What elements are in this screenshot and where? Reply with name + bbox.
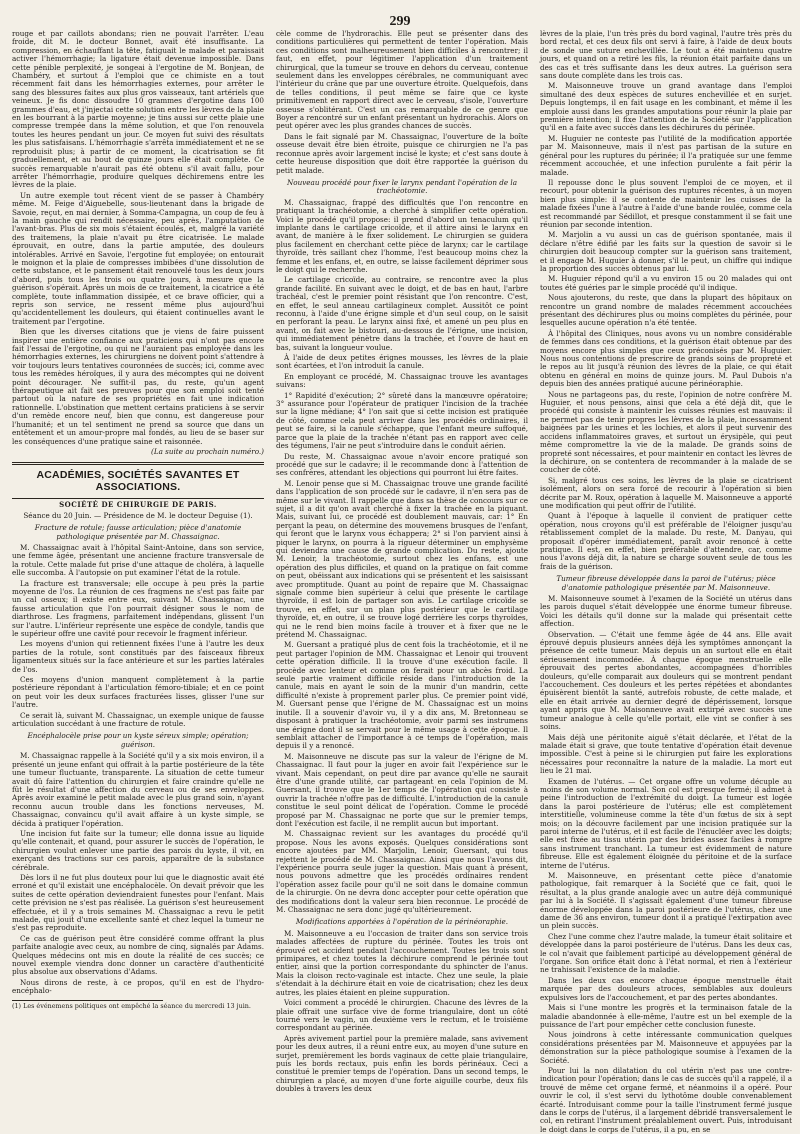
paragraph: M. Huguier ne conteste pas l'utilité de la modification apportée par M. Maisonneuve, mais il n'est pas partisan de la suture en général pour les ruptures du périnée; il l'a pratiquée sur une femme récemment accouchée, et une infection purulente a fait périr la malade. xyxy=(540,133,792,177)
footnote: (1) Les événemens politiques ont empêché la séance du mercredi 13 juin. xyxy=(12,1001,251,1010)
paragraph: Après avivement partiel pour la première malade, sans avivement pour les deux autres, il a réuni entre eux, au moyen d'une suture en surjet, premièrement les bords vaginaux de cette plaie triangulaire, puis les bords rectaux, puis enfin les bords périnéaux. Ceci a constitué le premier temps de l'opération. Dans un second temps, le chirurgien a placé, au moyen d'une forte aiguille courbe, deux fils doubles à travers les deux xyxy=(276,1033,528,1094)
paragraph: Bien que les diverses citations que je viens de faire puissent inspirer une entière confiance aux praticiens qui n'ont pas encore fait l'essai de l'ergotine, ou qui ne l'auraient pas employée dans les hémorrhagies externes, les chirurgiens ne doivent point s'attendre à voir toujours leurs tentatives couronnées de succès; ici, comme avec tous les remèdes héroïques, il y aura des mécomptes qui ne doivent point décourager. Ne suffit-il pas, du reste, qu'un agent thérapeutique ait fait ses preuves pour que son emploi soit tenté partout où la nature de ses propriétés en fait une indication rationnelle. L'obstination que mettent certains praticiens à se servir d'un remède encore neuf, bien que connu, est dangereuse pour l'humanité; et un tel sentiment ne prend sa source que dans un entêtement et un amour-propre mal fondés, au lieu de se baser sur les conséquences d'une pratique saine et raisonnée. xyxy=(12,327,264,446)
paragraph: Observation. — C'était une femme âgée de 44 ans. Elle avait éprouvé depuis plusieurs années déjà les symptômes annonçant la présence de cette tumeur. Mais depuis un an surtout elle en était sérieusement incommodée. À chaque époque menstruelle elle éprouvait des pertes abondantes, accompagnées d'horribles douleurs, qu'elle comparait aux douleurs qui se montrent pendant l'accouchement. Ces douleurs et les pertes répétées et abondantes épuisèrent bientôt la santé, autrefois robuste, de cette malade, et elle en était arrivée au dernier degré de dépérissement, lorsque ayant appris que M. Maisonneuve avait extirpé avec succès une tumeur analogue à celle qu'elle portait, elle vint se confier à ses soins. xyxy=(540,629,792,732)
paragraph: M. Chassaignac rappelle à la Société qu'il y a six mois environ, il a présenté un jeune enfant qui offrait à la partie postérieure de la tête une tumeur fluctuante, transparente. La situation de cette tumeur avait dû faire l'attention du chirurgien et faire craindre qu'elle ne fût le résultat d'une affection du cerveau ou de ses enveloppes. Après avoir examiné le petit malade avec le plus grand soin, n'ayant reconnu aucun trouble dans les fonctions nerveuses, M. Chassaignac, convaincu qu'il avait affaire à un kyste simple, se décida à pratiquer l'opération. xyxy=(12,751,264,828)
paragraph: M. Maisonneuve trouve un grand avantage dans l'emploi simultané des deux espèces de sutures enchevillée et en surjet. Depuis longtemps, il en fait usage en les combinant, et même il les emploie aussi dans les grandes amputations pour réunir la plaie par première intention; il fixe l'attention de la Société sur l'application qu'il en a faite avec succès dans les déchirures du périnée. xyxy=(540,81,792,133)
paragraph: Mais déjà une péritonite aiguë s'était déclarée, et l'état de la malade était si grave, que toute tentative d'opération était devenue impossible. C'est à peine si le chirurgien put faire les explorations nécessaires pour reconnaître la nature de la maladie. La mort eut lieu le 21 mai. xyxy=(540,732,792,776)
paragraph: À l'hôpital des Cliniques, nous avons vu un nombre considérable de femmes dans ces conditions, et la guérison était obtenue par des moyens encore plus simples que ceux préconisés par M. Huguier. Nous nous contentions de prescrire de grands soins de propreté et le repos au lit jusqu'à réunion des lèvres de la plaie, ce qui était obtenu en général en moins de quinze jours. M. Paul Dubois n'a depuis bien des années pratiqué aucune périnéoraphie. xyxy=(540,328,792,389)
paragraph: Ce cas de guérison peut être considéré comme offrant la plus parfaite analogie avec ceux, au nombre de cinq, signalés par Adams. Quelques médecins ont mis en doute la réalité de ces succès; ce nouvel exemple viendra donc donner un caractère d'authenticité plus absolue aux observations d'Adams. xyxy=(12,933,264,977)
session-line: Séance du 20 Juin. — Présidence de M. le docteur Deguise (1). xyxy=(23,510,253,520)
paragraph: lèvres de la plaie, l'un très près du bord vaginal, l'autre très près du bord rectal, et ces deux fils ont servi à faire, à l'aide de deux bouts de sonde une suture enchevillée. Le tout a été maintenu quatre jours, et quand on a retiré les fils, la réunion était parfaite dans un des cas et très suffisante dans les deux autres. La guérison sera sans doute complète dans les trois cas. xyxy=(540,29,792,81)
paragraph: Il repousse donc le plus souvent l'emploi de ce moyen, et il recourt, pour obtenir la guérison des ruptures récentes, à un moyen bien plus simple: il se contente de maintenir les cuisses de la malade fixées l'une à l'autre à l'aide d'une bande roulée, comme cela est recommandé par Sédillot, et presque constamment il se fait une réunion par seconde intention. xyxy=(540,177,792,229)
paragraph: M. Lenoir pense que si M. Chassaignac trouve une grande facilité dans l'application de son procédé sur le cadavre, il n'en sera pas de même sur le vivant. Il rappelle que dans sa thèse de concours sur ce sujet, il a dit qu'on avait cherché à fixer la trachée en la piquant. Mais, suivant lui, ce procédé est doublement mauvais, car: 1° En perçant la peau, on détermine des mouvemens brusques de l'enfant, qui feront que le larynx vous échappera; 2° si l'on parvient ainsi à piquer le larynx, on pourra à la rigueur déterminer un emphysème qui deviendra une cause de grande complication. Du reste, ajoute M. Lenoir, la trachéotomie, surtout chez les enfans, est une opération des plus difficiles, et quand on la pratique on fait comme on peut, obéissant aux indications qui se présentent et les saisissant avec promptitude. Quant au point de repaire que M. Chassaignac signale comme bien supérieur à celui que présente le cartilage thyroïde, il est loin de partager son avis. Le cartilage cricoïde se trouve, en effet, sur un plan plus postérieur que le cartilage thyroïde, et, en outre, il se trouve logé derrière les corps thyroïdes, qui ne le rend bien moins facile à trouver et à fixer que ne le prétend M. Chassaignac. xyxy=(276,478,528,640)
subheading: Encéphalocèle prise pour un kyste séreux simple; opération; guérison. xyxy=(27,731,249,749)
paragraph: 1° Rapidité d'exécution; 2° sûreté dans la manœuvre opératoire; 3° assurance pour l'opérateur de pratiquer l'incision de la trachée sur la ligne médiane; 4° l'on sait que si cette incision est pratiquée de côté, comme cela peut arriver dans les procédés ordinaires, il peut se faire, si la canule s'échappe, que l'enfant meure suffoqué, parce que la plaie de la trachée n'étant pas en rapport avec celle des tégumens, l'air ne peut s'introduire dans le conduit aérien. xyxy=(276,390,528,451)
paragraph: Nous ne partageons pas, du reste, l'opinion de notre confrère M. Huguier, et nous pensons, ainsi que cela a été déjà dit, que le procédé qui consiste à maintenir les cuisses réunies est mauvais: il ne permet pas de tenir propres les lèvres de la plaie, incessamment baignées par les urines et les lochies, et alors il peut survenir des accidens inflammatoires graves, et surtout un érysipèle, qui peut même compromettre la vie de la malade. De grands soins de propreté sont nécessaires, et pour maintenir en contact les lèvres de la déchirure, on se contentera de recommander à la malade de se coucher de côté. xyxy=(540,389,792,475)
paragraph: cèle comme de l'hydrorachis. Elle peut se présenter dans des conditions particulières qui permettent de tenter l'opération. Mais ces conditions sont malheureusement bien difficiles à rencontrer; il faut, en effet, pour légitimer l'application d'un traitement chirurgical, que la tumeur se trouve en dehors du cerveau, contenue seulement dans les enveloppes cérébrales, ne communiquant avec l'intérieur du crâne que par une ouverture étroite. Quelquefois, dans de telles conditions, il peut même se faire que ce kyste primitivement en rapport direct avec le cerveau, s'isole, l'ouverture osseuse s'oblitérant. C'est un cas remarquable de ce genre que Boyer a rencontré sur un enfant présentant un hydrorachis. Alors on peut opérer avec les plus grandes chances de succès. xyxy=(276,29,528,131)
section-divider xyxy=(12,498,264,499)
paragraph: Du reste, M. Chassaignac avoue n'avoir encore pratiqué son procédé que sur le cadavre; il le recommande donc à l'attention de ses confrères, attendant les objections qui pourront lui être faites. xyxy=(276,451,528,478)
paragraph: Dès lors il ne fut plus douteux pour lui que le diagnostic avait été erroné et qu'il existait une encéphalocèle. On devait prévoir que les suites de cette opération deviendraient funestes pour l'enfant. Mais cette prévision ne s'est pas réalisée. La guérison s'est heureusement effectuée, et il y a trois semaines M. Chassaignac a revu le petit malade, qui jouit d'une excellente santé et chez lequel la tumeur ne s'est pas reproduite. xyxy=(12,872,264,933)
paragraph: Nous dirons de reste, à ce propos, qu'il en est de l'hydro-encéphalo- xyxy=(12,977,264,996)
paragraph: Une incision fut faite sur la tumeur; elle donna issue au liquide qu'elle contenait, et quand, pour assurer le succès de l'opération, le chirurgien voulut enlever une partie des parois du kyste, il vit, en exerçant des tractions sur ces parois, apparaître de la substance cérébrale. xyxy=(12,828,264,872)
continued-note: (La suite au prochain numéro.) xyxy=(151,446,264,456)
paragraph: Dans les deux cas encore chaque époque menstruelle était marquée par des douleurs atroces, semblables aux douleurs expulsives lors de l'accouchement, et par des pertes abondantes. xyxy=(540,975,792,1002)
paragraph: Dans le fait signalé par M. Chassaignac, l'ouverture de la boîte osseuse devait être bien étroite, puisque ce chirurgien ne l'a pas reconnue après avoir largement incisé le kyste; et c'est sans doute à cette heureuse disposition que doit être rapportée la guérison du petit malade. xyxy=(276,131,528,175)
section-divider xyxy=(12,462,264,465)
footnote-divider xyxy=(12,1000,163,1001)
paragraph: Chez l'une comme chez l'autre malade, la tumeur était solitaire et développée dans la paroi postérieure de l'utérus. Dans les deux cas, le col n'avait que faiblement participé au développement général de l'organe. Son orifice était donc à l'état normal, et rien à l'extérieur ne trahissait l'existence de la maladie. xyxy=(540,931,792,975)
paragraph: À l'aide de deux petites érignes mousses, les lèvres de la plaie sont écartées, et l'on introduit la canule. xyxy=(276,353,528,371)
paragraph: Le cartilage cricoïde, au contraire, se rencontre avec la plus grande facilité. En suivant avec le doigt, et de bas en haut, l'arbre trachéal, c'est le premier point résistant que l'on rencontre. C'est, en effet, le seul anneau cartilagineux complet. Aussitôt ce point reconnu, à l'aide d'une érigne simple et d'un seul coup, on le saisit en perforant la peau. Le larynx ainsi fixé, et amené un peu plus en avant, on fait avec le bistouri, au-dessous de l'érigne, une incision, qui immédiatement pénètre dans la trachée, et l'ouvre de haut en bas, suivant la longueur voulue. xyxy=(276,275,528,352)
paragraph: M. Maisonneuve soumet à l'examen de la Société un utérus dans les parois duquel s'était développée une énorme tumeur fibreuse. Voici les détails qu'il donne sur la malade qui présentait cette affection. xyxy=(540,594,792,629)
subheading: Tumeur fibreuse développée dans la paroi de l'utérus; pièce d'anatomie pathologique présentée par M. Maisonneuve. xyxy=(556,574,776,592)
paragraph: M. Chassaignac avait à l'hôpital Saint-Antoine, dans son service, une femme âgée, présentant une ancienne fracture transversale de la rotule. Cette malade fut prise d'une attaque de choléra, à laquelle elle succomba. À l'autopsie on put examiner l'état de la rotule. xyxy=(12,542,264,578)
paragraph: La fracture est transversale; elle occupe à peu près la partie moyenne de l'os. La réunion de ces fragmens ne s'est pas faite par un cal osseux; il existe entre eux, suivant M. Chassaignac, une fausse articulation que l'on pourrait désigner sous le nom de diarthrose. Les fragmens, parfaitement indépendans, glissent l'un sur l'autre. L'inférieur représente une espèce de condyle, tandis que le supérieur offre une cavité pour recevoir le fragment inférieur. xyxy=(12,578,264,638)
paragraph: M. Chassaignac revient sur les avantages du procédé qu'il propose. Nous les avons exposés. Quelques considérations sont encore ajoutées par MM. Marjolin, Lenoir, Guersant, qui tous rejettent le procédé de M. Chassaignac. Ainsi que nous l'avons dit, l'expérience pourra seule juger la question. Mais quant à présent, nous pouvons admettre que les procédés ordinaires rendent l'opération assez facile pour qu'il ne soit dans le domaine commun de la chirurgie. On ne devra donc accepter pour cette opération que des modifications dont la valeur sera bien reconnue. Le procédé de M. Chassaignac ne sera donc jugé qu'ultérieurement. xyxy=(276,829,528,915)
paragraph: Pour lui la non dilatation du col utérin n'est pas une contre-indication pour l'opération; dans le cas de succès qu'il a rappelé, il a trouvé de même cet organe fermé, et néanmoins il a opéré. Pour ouvrir le col, il s'est servi du lythotôme double convenablement écarté. Introduisant comme pour la taille l'instrument fermé jusque dans le corps de l'utérus, il a largement débridé transversalement le col, en retirant l'instrument préalablement ouvert. Puis, introduisant le doigt dans le corps de l'utérus, il a pu, en se xyxy=(540,1065,792,1134)
column-1 xyxy=(12,30,264,1090)
paragraph: Mais si l'une montre les progrès et la terminaison fatale de la maladie abandonnée à elle-même, l'autre est un bel exemple de la puissance de l'art pour empêcher cette conclusion funeste. xyxy=(540,1003,792,1029)
paragraph: Voici comment a procédé le chirurgien. Chacune des lèvres de la plaie offrait une surface vive de forme triangulaire, dont un côté tourné vers le vagin, un deuxième vers le rectum, et le troisième correspondant au périnée. xyxy=(276,998,528,1033)
article-columns xyxy=(12,29,792,1134)
subheading: Modifications apportées à l'opération de la périnéoraphie. xyxy=(295,917,509,927)
paragraph: M. Maisonneuve a eu l'occasion de traiter dans son service trois malades affectées de rupture du périnée. Toutes les trois ont éprouvé cet accident pendant l'accouchement. Toutes les trois sont primipares, et chez toutes la déchirure comprend le périnée tout entier, ainsi que la portion correspondante du sphincter de l'anus. Mais la cloison recto-vaginale est intacte. Chez une seule, la plaie s'étendait à la déchirure était en voie de cicatrisation; chez les deux autres, les plaies étaient en pleine suppuration. xyxy=(276,928,528,997)
paragraph: Si, malgré tous ces soins, les lèvres de la plaie se cicatrisent isolément, alors on sera forcé de recourir à l'opération si bien décrite par M. Roux, opération à laquelle M. Maisonneuve a apporté une modification qui peut offrir de l'utilité. xyxy=(540,475,792,510)
paragraph: Nous joindrons à cette intéressante communication quelques considérations présentées par M. Maisonneuve et appuyées par la démonstration sur la pièce pathologique soumise à l'examen de la Société. xyxy=(540,1030,792,1065)
subheading: Nouveau procédé pour fixer le larynx pendant l'opération de la trachéotomie. xyxy=(286,177,518,196)
paragraph: M. Guersant a pratiqué plus de cent fois la trachéotomie, et il ne peut partager l'opinion de MM. Chassaignac et Lenoir qui trouvent cette opération difficile. Il la trouve d'une exécution facile. Il procède avec lenteur et comme on ferait pour un abcès froid. La seule partie vraiment difficile réside dans l'introduction de la canule, mais en ayant le soin de la munir d'un mandrin, cette difficulté n'existe à proprement parler plus. Ce premier point vidé, M. Guersant pense que l'érigne de M. Chassaignac est un moins inutile. Il a souvenir d'avoir vu, il y a dix ans, M. Bretonneau se disposant à pratiquer la trachéotomie, avoir parmi ses instrumens une érigne dont il se servait pour le même usage à cette époque. Il semblait attacher de l'importance à ce temps de l'opération, mais depuis il y a renoncé. xyxy=(276,640,528,751)
paragraph: Ces moyens d'union manquent complètement à la partie postérieure répondant à l'articulation fémoro-tibiale; et en ce point on peut voir les deux surfaces fracturées lisses, glisser l'une sur l'autre. xyxy=(12,675,264,710)
paragraph: Les moyens d'union qui retiennent fixées l'une à l'autre les deux parties de la rotule, sont constitués par des faisceaux fibreux ligamenteux situés sur la face antérieure et sur les parties latérales de l'os. xyxy=(12,639,264,674)
paragraph: M. Maisonneuve, en présentant cette pièce d'anatomie pathologique, fait remarquer à la Société que ce fait, quoi le résultat, a la plus grande analogie avec un autre déjà communiqué par lui à la Société. Il s'agissait également d'une tumeur fibreuse énorme développée dans la paroi postérieure de l'utérus, chez une dame de 36 ans environ, tumeur dont il a pratiqué l'extirpation avec un plein succès. xyxy=(540,871,792,931)
paragraph: Quant à l'époque à laquelle il convient de pratiquer cette opération, nous croyons qu'il est préférable de l'éloigner jusqu'au rétablissement complet de la malade. Du reste, M. Danyau, qui proposait d'opérer immédiatement, paraît avoir renoncé à cette pratique. Il est, en effet, bien préférable d'attendre, car, comme nous l'avons déjà dit, la nature se charge souvent seule de tous les frais de la guérison. xyxy=(540,511,792,571)
society-title: SOCIÉTÉ DE CHIRURGIE DE PARIS. xyxy=(59,500,217,510)
column-3 xyxy=(540,29,792,1134)
section-title: ACADÉMIES, SOCIÉTÉS SAVANTES ET ASSOCIATIONS. xyxy=(36,469,240,494)
paragraph: Un autre exemple tout récent vient de se passer à Chambéry même. M. Feige d'Aiguebelle, sous-lieutenant dans la brigade de Savoie, reçut, en mai dernier, à Somma-Campagna, un coup de feu à la main gauche qui rendit nécessaire, peu après, l'amputation de l'avant-bras. Plus de six mois s'étaient écoulés, et, malgré la variété des traitemens, la plaie n'avait pu être cicatrisée. Le malade éprouvait, en outre, dans la partie amputée, des douleurs intolérables. Arrivé en Savoie, l'ergotine fut employée; on entourait le moignon et la plaie de compresses imbibées d'une dissolution de cette substance, et le pansement était renouvelé tous les deux jours d'abord, puis tous les trois ou quatre jours, à mesure que la guérison s'opérait. Après un mois de ce traitement, la cicatrice a été complète, toute inflammation dissipée, et ce brave officier, qui a repris son service, ne ressent même plus aujourd'hui qu'accidentellement les douleurs, qui étaient continuelles avant le traitement par l'ergotine. xyxy=(12,190,264,326)
paragraph: Nous ajouterons, du reste, que dans la plupart des hôpitaux on rencontre un grand nombre de malades récemment accouchées présentant des déchirures plus ou moins complètes du périnée, pour lesquelles aucune opération n'a été tentée. xyxy=(540,293,792,328)
paragraph: Examen de l'utérus. — Cet organe offre un volume décuple au moins de son volume normal. Son col est presque fermé; il admet à peine l'introduction de l'extrémité du doigt. La tumeur est logée dans la paroi postérieure de l'utérus; elle est complètement interstitielle, volumineuse comme la tête d'un fœtus de six à sept mois; on la découvre facilement par une incision pratiquée sur la paroi interne de l'utérus, et il est facile de l'énucléer avec les doigts; elle est fixée au tissu utérin par des brides assez faciles à rompre sans instrument tranchant. La tumeur est évidemment de nature fibreuse. Elle est également éloignée du péritoine et de la surface interne de l'utérus. xyxy=(540,776,792,870)
paragraph: M. Maisonneuve ne discute pas sur la valeur de l'érigne de M. Chassaignac. Il faut pour la juger en avoir fait l'expérience sur le vivant. Mais cependant, on peut dire par avance qu'elle ne saurait être d'une grande utilité, car partageant en cela l'opinion de M. Guersant, il trouve que le 1er temps de l'opération qui consiste à ouvrir la trachée n'offre pas de difficulté. L'introduction de la canule constitue le seul point délicat de l'opération. Comme le procédé proposé par M. Chassaignac ne porte que sur le premier temps, dont l'exécution est facile, il ne remplit aucun but important. xyxy=(276,751,528,828)
column-2 xyxy=(276,29,528,1094)
paragraph: M. Huguier répond qu'il a vu environ 15 ou 20 malades qui ont toutes été guéries par le simple procédé qu'il indique. xyxy=(540,274,792,292)
paragraph: rouge et par caillots abondans; rien ne pouvait l'arrêter. L'eau froide, dit M. le docteur Bonnet, avait été insuffisante. La compression, en échauffant la tête, fatiguait le malade et paraissait activer l'hémorrhagie; la ligature était devenue impossible. Dans cette pénible perplexité, je songeai à l'ergotine de M. Bonjean, de Chambéry, et surtout à l'emploi que ce chimiste en a tout récemment fait dans les hémorrhagies externes, pour arrêter le sang des blessures faites aux plus gros vaisseaux, tant artériels que veineux. Je fis donc dissoudre 10 grammes d'ergotine dans 100 grammes d'eau, et j'injectai cette solution entre les lèvres de la plaie en les bourrant à la partie moyenne; je tins aussi sur cette plaie une compresse trempée dans la même solution, et que l'on renouvela toutes les heures pendant un jour. Ce moyen fut suivi des résultats les plus satisfaisans. L'hémorrhagie s'arrêta immédiatement et ne se reproduisit plus; à partir de ce moment, la cicatrisation se fit graduellement, et au bout de quinze jours elle était complète. Ce succès remarquable n'aurait pas été obtenu s'il avait fallu, pour arrêter l'hémorrhagie, produire quelques déchiremens entre les lèvres de la plaie. xyxy=(12,29,264,190)
paragraph: M. Marjolin a vu aussi un cas de guérison spontanée, mais il déclare n'être édifié par les faits sur la question de savoir si le chirurgien doit beaucoup compter sur la guérison sans traitement, et il engage M. Huguier à donner, s'il le peut, un chiffre qui indique la proportion des succès obtenus par lui. xyxy=(540,230,792,273)
paragraph: Ce serait là, suivant M. Chassaignac, un exemple unique de fausse articulation succédant à une fracture de rotule. xyxy=(12,710,264,729)
paragraph: En employant ce procédé, M. Chassaignac trouve les avantages suivans: xyxy=(276,371,528,390)
subheading: Fracture de rotule; fausse articulation; pièce d'anatomie pathologique présentée par M. Chassaignac. xyxy=(34,523,242,541)
paragraph: M. Chassaignac, frappé des difficultés que l'on rencontre en pratiquant la trachéotomie, a cherché à simplifier cette opération. Voici le procédé qu'il propose: il prend d'abord un tenaculum qu'il implante dans le cartilage cricoïde, et il attire ainsi le larynx en avant, de manière à le fixer solidement. Le chirurgien se guidera plus facilement en cherchant cette pièce de larynx; car le cartilage thyroïde, très saillant chez l'homme, l'est beaucoup moins chez la femme et les enfans, et, en outre, se laisse facilement déprimer sous le doigt qui le recherche. xyxy=(276,197,528,274)
page-number: 299 xyxy=(389,14,411,29)
